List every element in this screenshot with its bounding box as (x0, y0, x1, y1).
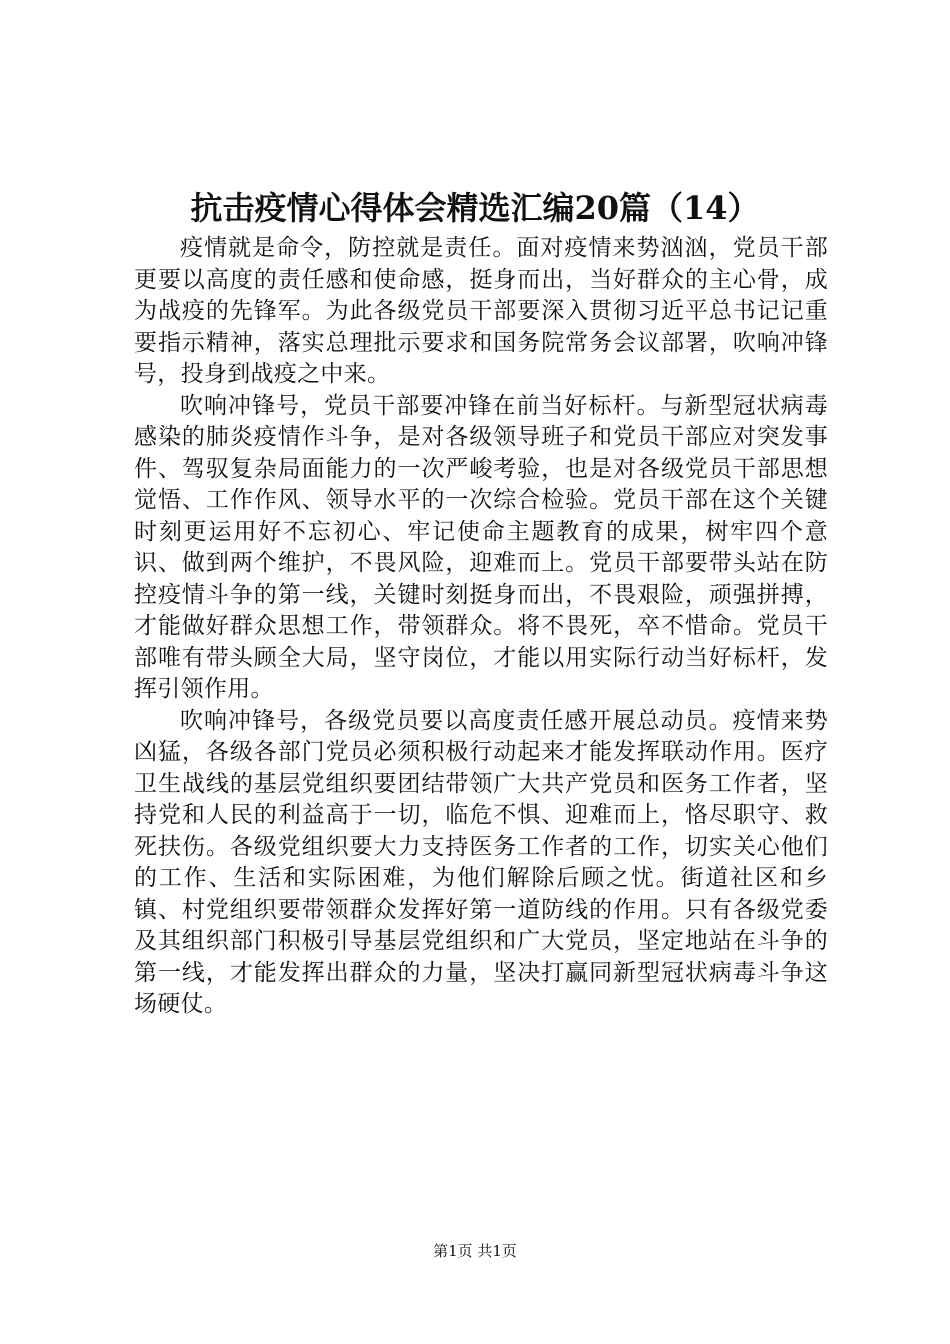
document-title: 抗击疫情心得体会精选汇编20篇（14） (190, 189, 760, 227)
paragraph-2: 吹响冲锋号，党员干部要冲锋在前当好标杆。与新型冠状病毒感染的肺炎疫情作斗争，是对各级领导班子和党员干部应对突发事件、驾驭复杂局面能力的一次严峻考验，也是对各级党员干部思想觉悟、工作作风、领导水平的一次综合检验。党员干部在这个关键时刻更运用好不忘初心、牢记使命主题教育的成果，树牢四个意识、做到两个维护，不畏风险，迎难而上。党员干部要带头站在防控疫情斗争的第一线，关键时刻挺身而出，不畏艰险，顽强拼搏，才能做好群众思想工作，带领群众。将不畏死，卒不惜命。党员干部唯有带头顾全大局，坚守岗位，才能以用实际行动当好标杆，发挥引领作用。 (134, 392, 828, 702)
paragraph-1: 疫情就是命令，防控就是责任。面对疫情来势汹汹，党员干部更要以高度的责任感和使命感，挺身而出，当好群众的主心骨，成为战疫的先锋军。为此各级党员干部要深入贯彻习近平总书记记重要指示精神，落实总理批示要求和国务院常务会议部署，吹响冲锋号，投身到战疫之中来。 (134, 235, 828, 387)
page-footer: 第1页 共1页 (433, 1242, 517, 1260)
document-body (134, 233, 828, 1021)
paragraph-3: 吹响冲锋号，各级党员要以高度责任感开展总动员。疫情来势凶猛，各级各部门党员必须积极行动起来才能发挥联动作用。医疗卫生战线的基层党组织要团结带领广大共产党员和医务工作者，坚持党和人民的利益高于一切，临危不惧、迎难而上，恪尽职守、救死扶伤。各级党组织要大力支持医务工作者的工作，切实关心他们的工作、生活和实际困难，为他们解除后顾之忧。街道社区和乡镇、村党组织要带领群众发挥好第一道防线的作用。只有各级党委及其组织部门积极引导基层党组织和广大党员，坚定地站在斗争的第一线，才能发挥出群众的力量，坚决打赢同新型冠状病毒斗争这场硬仗。 (134, 707, 828, 1017)
